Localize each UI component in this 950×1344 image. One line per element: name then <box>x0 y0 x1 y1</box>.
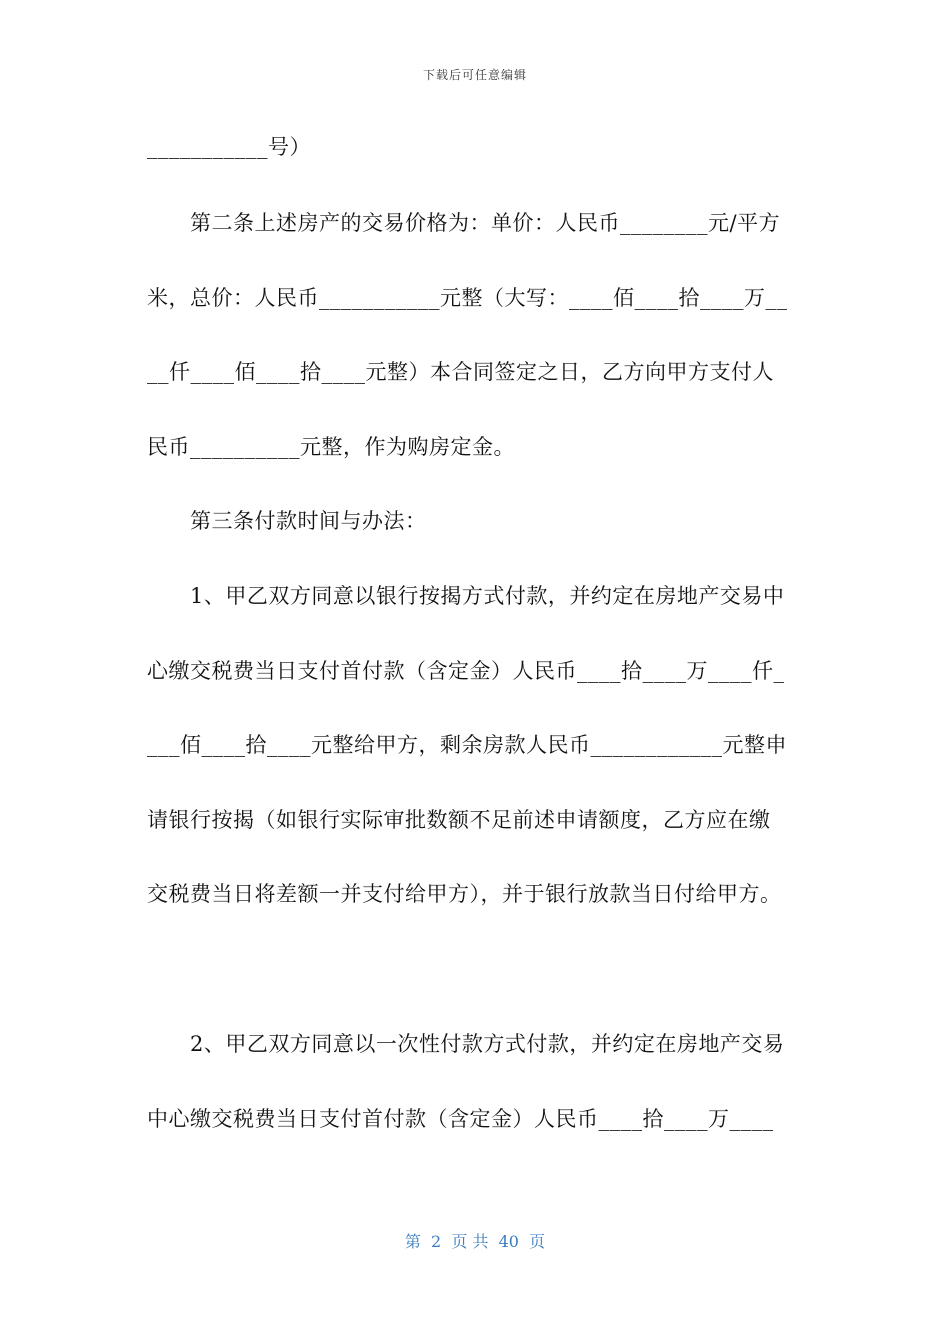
clause-2-line: 2、甲乙双方同意以一次性付款方式付款，并约定在房地产交易 <box>190 1032 785 1056</box>
page-header-note: 下载后可任意编辑 <box>422 68 527 82</box>
text-line: 请银行按揭（如银行实际审批数额不足前述申请额度，乙方应在缴 <box>147 808 771 832</box>
text-line: 民币__________元整，作为购房定金。 <box>147 435 515 459</box>
text-line: ___佰____拾____元整给甲方，剩余房款人民币____________元整申 <box>147 733 787 757</box>
text-line: __仟____佰____拾____元整）本合同签定之日，乙方向甲方支付人 <box>147 360 774 384</box>
text-line: 心缴交税费当日支付首付款（含定金）人民币____拾____万____仟_ <box>147 659 785 683</box>
article-3-heading: 第三条付款时间与办法： <box>190 509 427 533</box>
text-line: 中心缴交税费当日支付首付款（含定金）人民币____拾____万____ <box>147 1107 774 1131</box>
text-line: ___________号） <box>147 135 311 159</box>
page-number-footer: 第 2 页 共 40 页 <box>404 1232 546 1251</box>
text-line: 米，总价：人民币___________元整（大写：____佰____拾____万__ <box>147 286 788 310</box>
clause-1-line: 1、甲乙双方同意以银行按揭方式付款，并约定在房地产交易中 <box>190 584 785 608</box>
article-2-heading-line: 第二条上述房产的交易价格为：单价：人民币________元/平方 <box>190 211 781 235</box>
text-line: 交税费当日将差额一并支付给甲方），并于银行放款当日付给甲方。 <box>147 882 782 906</box>
